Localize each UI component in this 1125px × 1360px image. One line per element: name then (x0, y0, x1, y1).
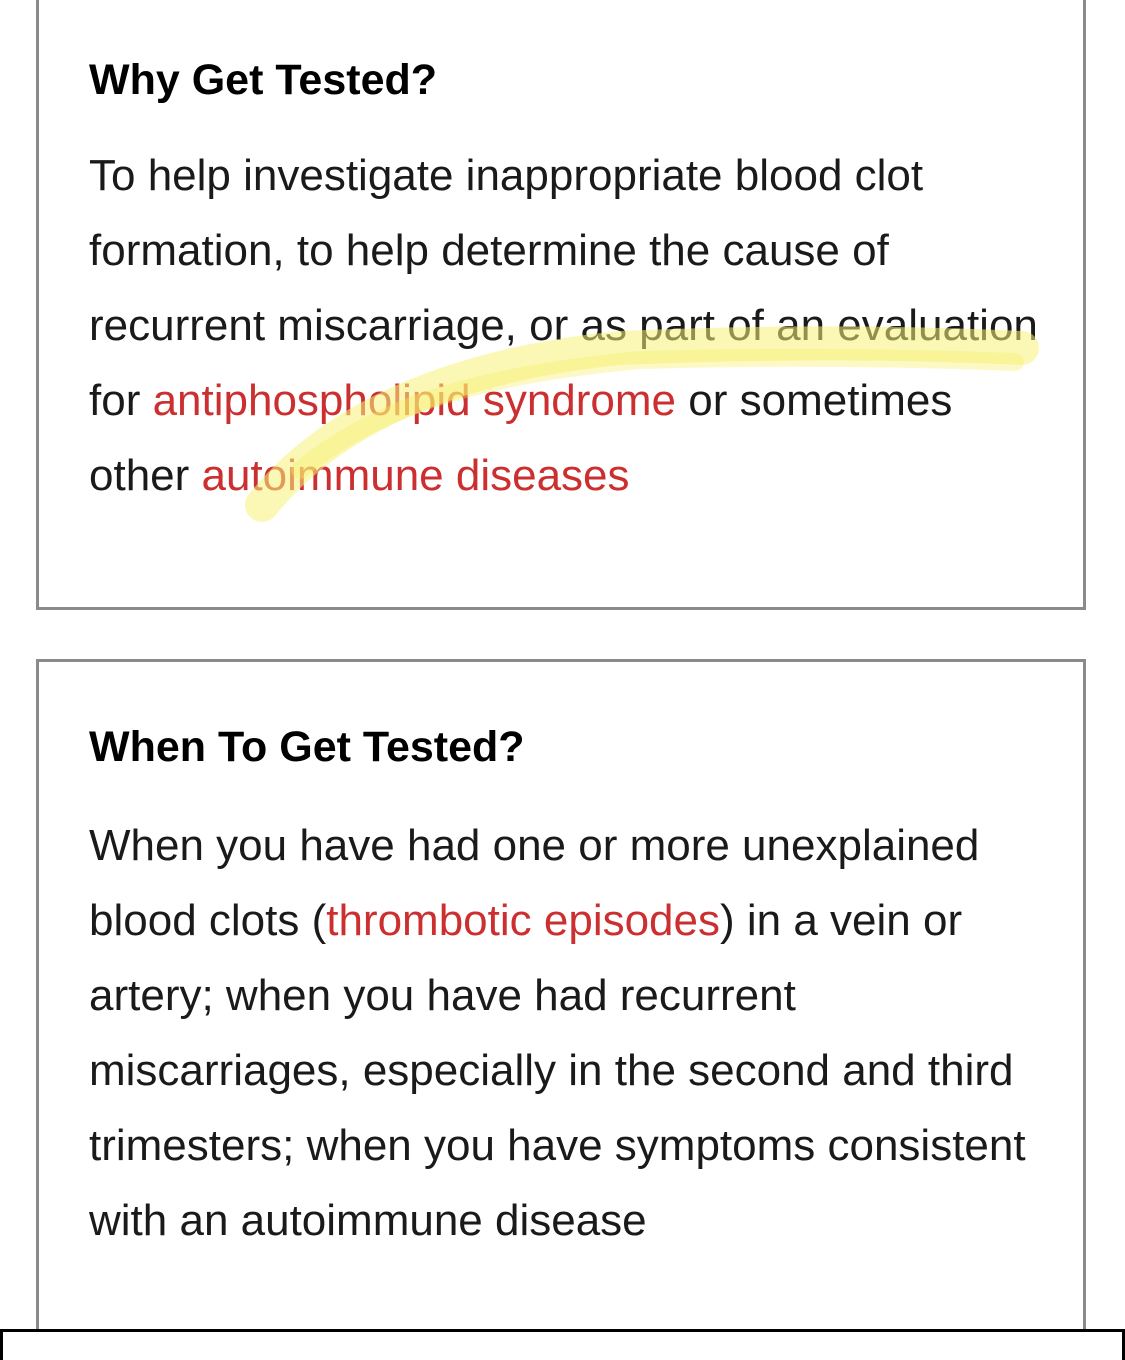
why-get-tested-text (89, 138, 1049, 513)
when-to-get-tested-card (36, 659, 1086, 1360)
why-text-part-2: or sometimes other (89, 376, 953, 500)
why-text-part-1: To help investigate inappropriate blood clot formation, to help determine the cause of recurrent miscarriage, or as part of an evaluation for (89, 151, 1038, 425)
antiphospholipid-syndrome-link[interactable]: antiphospholipid syndrome (152, 376, 677, 425)
autoimmune-diseases-link[interactable]: autoimmune diseases (201, 451, 630, 500)
thrombotic-episodes-link[interactable]: thrombotic episodes (326, 896, 720, 945)
when-to-get-tested-heading: When To Get Tested? (89, 723, 525, 771)
why-get-tested-heading: Why Get Tested? (89, 56, 438, 104)
why-get-tested-card (36, 0, 1086, 610)
bottom-bar (0, 1329, 1125, 1360)
when-text-part-2: ) in a vein or artery; when you have had recurrent miscarriages, especially in the second and third trimesters; when you have symptoms consistent with an autoimmune disease (89, 896, 1026, 1245)
when-text-part-1: When you have had one or more unexplained blood clots ( (89, 821, 980, 945)
when-to-get-tested-text (89, 808, 1049, 1258)
